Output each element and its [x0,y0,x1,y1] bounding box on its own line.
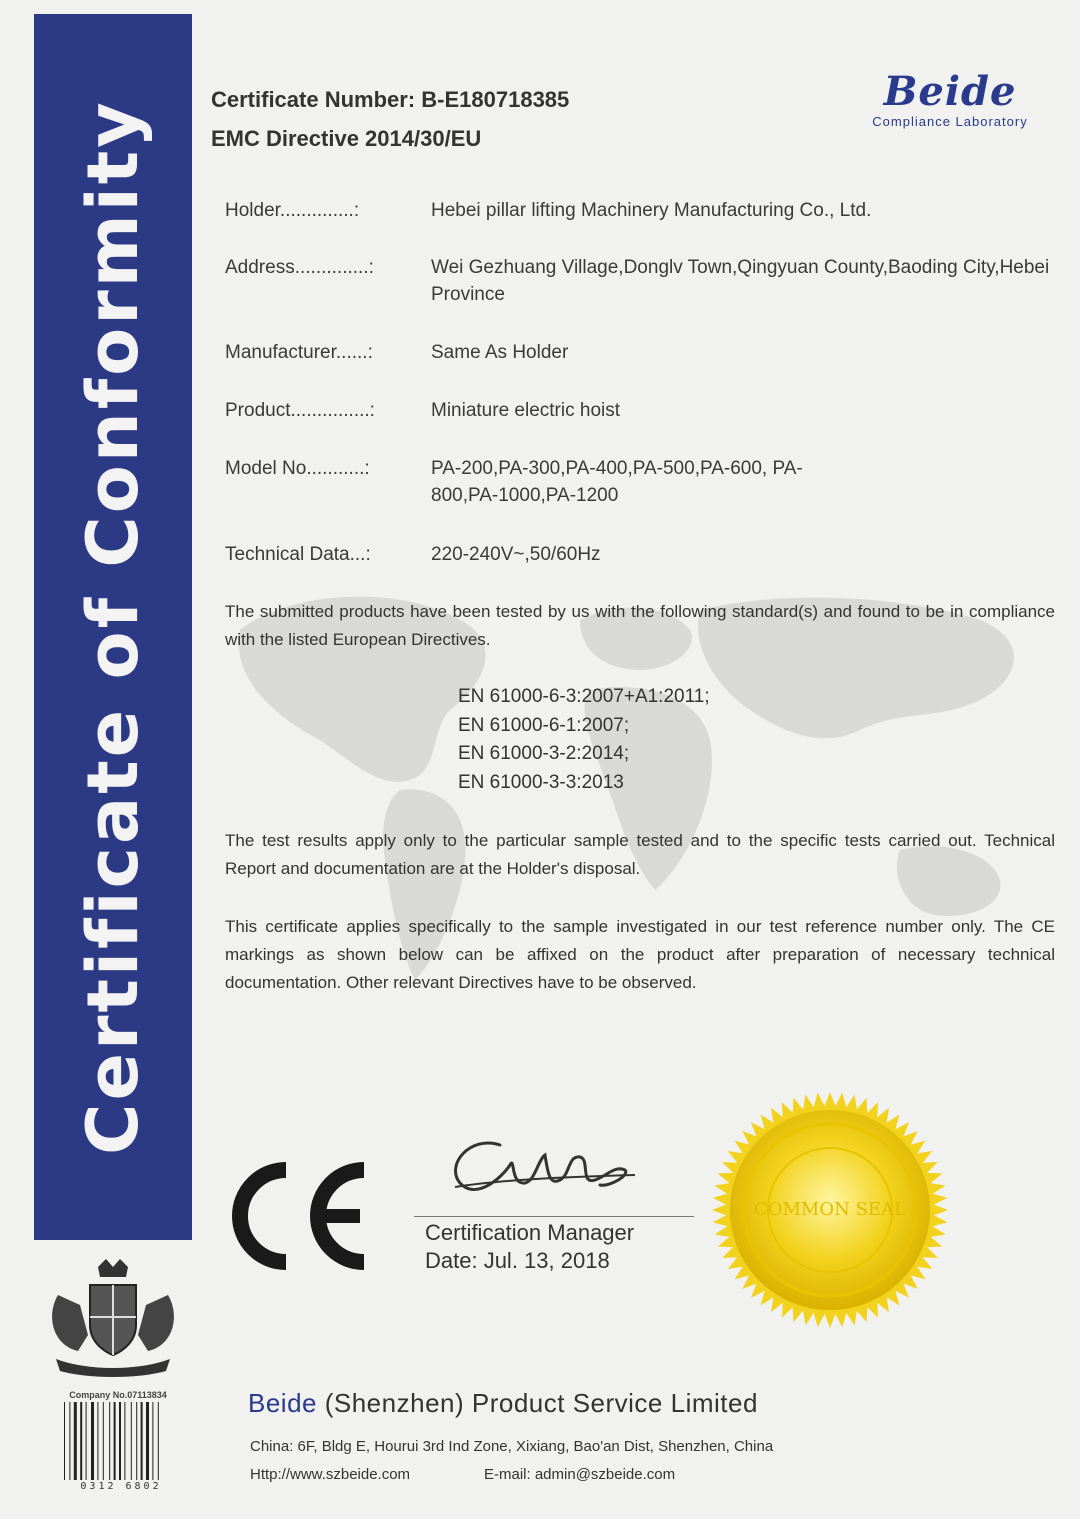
side-band [34,14,192,1240]
ce-mark-icon [224,1162,374,1270]
barcode-bar [80,1402,82,1480]
side-title: Certificate of Conformity [72,99,154,1155]
signature-title: Certification Manager [425,1220,635,1245]
barcode-bar [136,1402,137,1480]
field-value: PA-200,PA-300,PA-400,PA-500,PA-600, PA-800,PA-1000,PA-1200 [431,458,803,506]
barcode-bar [158,1402,159,1480]
directive: EMC Directive 2014/30/EU [211,126,482,151]
results-note: The test results apply only to the particular sample tested and to the specific tests carried out. Technical Report and documentation are at the Holder's disposal. [225,831,1055,878]
field-label: Holder..............: [225,200,360,221]
barcode-bar [131,1402,132,1480]
field-label: Technical Data...: [225,544,371,565]
signature-line [414,1216,694,1217]
barcode-bar [97,1402,98,1480]
footer-address: China: 6F, Bldg E, Hourui 3rd Ind Zone, Xixiang, Bao'an Dist, Shenzhen, China [250,1438,774,1455]
footer-website: Http://www.szbeide.com [250,1466,411,1483]
field-value: Same As Holder [431,342,569,363]
standard-item: EN 61000-3-3:2013 [458,771,624,793]
barcode-bar [64,1402,65,1480]
signature [440,1125,640,1205]
standard-item: EN 61000-6-1:2007; [458,714,630,736]
barcode-bar [152,1402,153,1480]
field-value: 220-240V~,50/60Hz [431,544,601,565]
beide-logo [852,70,1048,129]
barcode-bar [91,1402,94,1480]
signature-date: Date: Jul. 13, 2018 [425,1248,610,1273]
standard-item: EN 61000-3-2:2014; [458,743,630,764]
barcode-bar [109,1402,110,1480]
royal-crest-icon [38,1255,188,1385]
footer-brand: Beide [248,1388,317,1418]
barcode-bar [69,1402,70,1480]
standard-item: EN 61000-6-3:2007+A1:2011; [458,686,710,707]
logo-name: Beide [883,68,1017,115]
barcode-bar [146,1402,149,1480]
barcode [62,1402,180,1480]
field-label: Manufacturer......: [225,342,373,363]
field-label: Model No...........: [225,458,370,479]
field-label: Address..............: [225,257,374,278]
barcode-bar [74,1402,77,1480]
barcode-bar [114,1402,116,1480]
barcode-bar [86,1402,87,1480]
footer-company-name: (Shenzhen) Product Service Limited [317,1388,758,1418]
field-value: Hebei pillar lifting Machinery Manufacturing Co., Ltd. [431,200,872,221]
barcode-number: 0312 6802 [80,1481,162,1492]
compliance-statement: The submitted products have been tested by us with the following standard(s) and found to be in compliance with the listed European Directives. [225,602,1055,649]
company-seal [710,1090,950,1330]
field-value: Miniature electric hoist [431,400,621,421]
logo-subtitle: Compliance Laboratory [872,114,1028,129]
footer-company [248,1388,758,1419]
seal-text: COMMON SEAL [753,1199,907,1220]
applicability-note: This certificate applies specifically to the sample investigated in our test reference number only. The CE markings as shown below can be affixed on the product after preparation of necessary technical documentation. Other relevant Directives have to be observed. [225,917,1055,992]
field-label: Product...............: [225,400,375,421]
company-number: Company No.07113834 [69,1390,167,1400]
barcode-bar [119,1402,121,1480]
barcode-bar [124,1402,125,1480]
footer-email: E-mail: admin@szbeide.com [484,1466,676,1483]
field-value: Wei Gezhuang Village,Donglv Town,Qingyuan County,Baoding City,Hebei Province [431,257,1050,305]
barcode-bar [103,1402,104,1480]
certificate-number: Certificate Number: B-E180718385 [211,87,570,112]
standards-list [458,683,710,797]
barcode-bar [141,1402,143,1480]
